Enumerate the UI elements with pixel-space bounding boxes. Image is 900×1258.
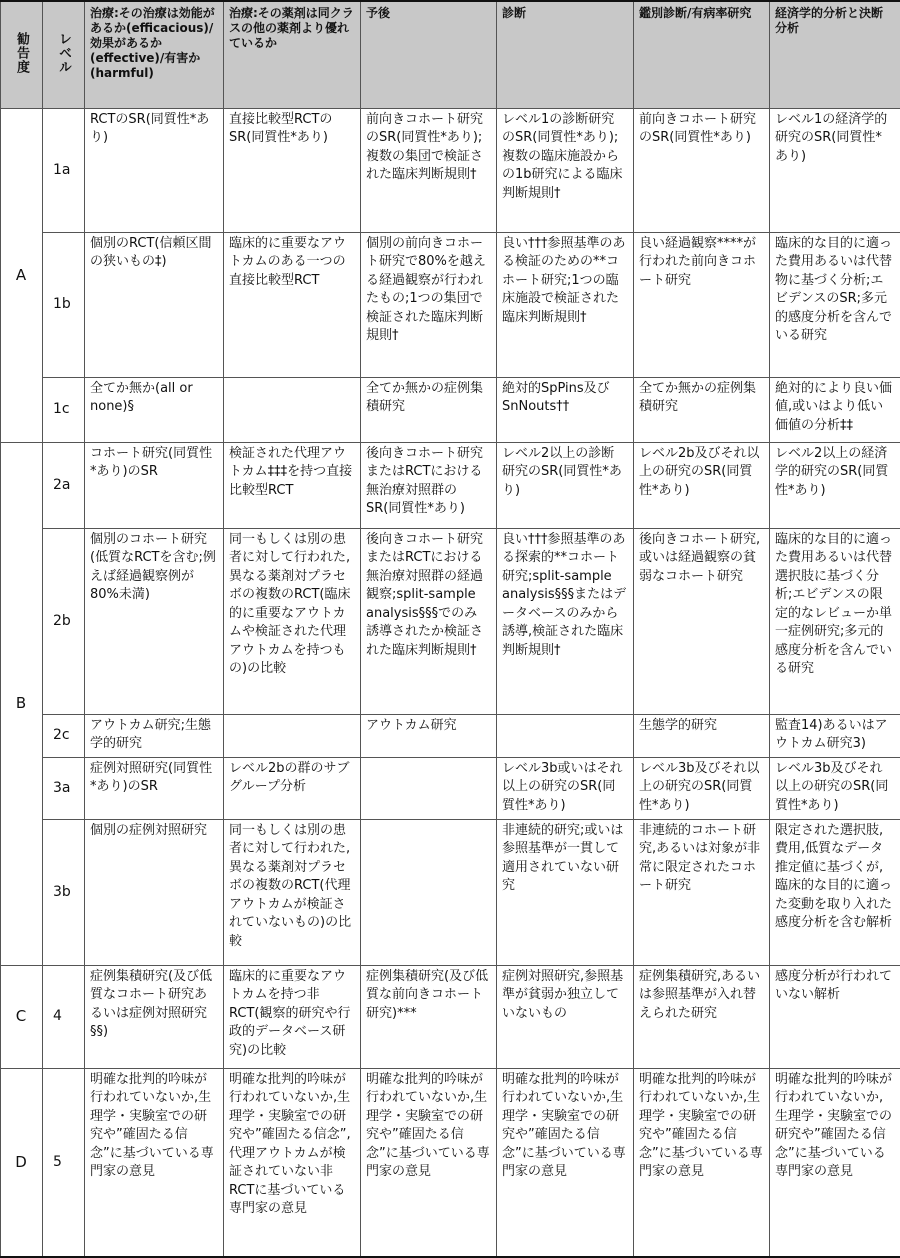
drug-cell: 明確な批判的吟味が行われていないか,生理学・実験室での研究や”確固たる信念”,代理アウトカムが検証されていない非RCTに基づいている専門家の意見 [224,1068,361,1257]
economic-cell: 感度分析が行われていない解析 [770,965,900,1068]
drug-cell: 検証された代理アウトカム‡‡‡を持つ直接比較型RCT [224,442,361,528]
drug-cell: 同一もしくは別の患者に対して行われた,異なる薬剤対プラセボの複数のRCT(代理アウトカムが検証されていないもの)の比較 [224,819,361,965]
economic-cell: 明確な批判的吟味が行われていないか,生理学・実験室での研究や”確固たる信念”に基づいている専門家の意見 [770,1068,900,1257]
differential-cell: 明確な批判的吟味が行われていないか,生理学・実験室での研究や”確固たる信念”に基づいている専門家の意見 [634,1068,770,1257]
level-cell: 1b [43,232,85,377]
level-cell: 2b [43,528,85,714]
diagnosis-cell: 絶対的SpPins及びSnNouts†† [497,377,634,442]
therapy-cell: RCTのSR(同質性*あり) [85,108,224,232]
therapy-cell: 個別のコホート研究(低質なRCTを含む;例えば経過観察例が80%未満) [85,528,224,714]
differential-cell: 生態学的研究 [634,714,770,757]
diagnosis-cell: 症例対照研究,参照基準が貧弱か独立していないもの [497,965,634,1068]
level-cell: 2c [43,714,85,757]
differential-cell: 全てか無かの症例集積研究 [634,377,770,442]
differential-cell: レベル2b及びそれ以上の研究のSR(同質性*あり) [634,442,770,528]
drug-cell: レベル2bの群のサブグループ分析 [224,757,361,819]
diagnosis-cell: 良い†††参照基準のある検証のための**コホート研究;1つの臨床施設で検証された臨床判断規則† [497,232,634,377]
table-row [1,232,900,377]
prognosis-cell: 症例集積研究(及び低質な前向きコホート研究)*** [361,965,497,1068]
prognosis-cell: 明確な批判的吟味が行われていないか,生理学・実験室での研究や”確固たる信念”に基づいている専門家の意見 [361,1068,497,1257]
therapy-cell: 明確な批判的吟味が行われていないか,生理学・実験室での研究や”確固たる信念”に基づいている専門家の意見 [85,1068,224,1257]
header-drug: 治療:その薬剤は同クラスの他の薬剤より優れているか [224,1,361,108]
differential-cell: 前向きコホート研究のSR(同質性*あり) [634,108,770,232]
grade-cell: B [1,442,43,965]
header-row [1,1,900,108]
header-prognosis: 予後 [361,1,497,108]
therapy-cell: 症例集積研究(及び低質なコホート研究あるいは症例対照研究§§) [85,965,224,1068]
header-economic: 経済学的分析と決断分析 [770,1,900,108]
table-row [1,757,900,819]
header-therapy: 治療:その治療は効能があるか(efficacious)/効果があるか(effective)/有害か(harmful) [85,1,224,108]
table-row [1,377,900,442]
therapy-cell: アウトカム研究;生態学的研究 [85,714,224,757]
differential-cell: 後向きコホート研究,或いは経過観察の貧弱なコホート研究 [634,528,770,714]
level-cell: 1c [43,377,85,442]
drug-cell: 直接比較型RCTのSR(同質性*あり) [224,108,361,232]
differential-cell: 良い経過観察****が行われた前向きコホート研究 [634,232,770,377]
table-row [1,442,900,528]
drug-cell: 同一もしくは別の患者に対して行われた,異なる薬剤対プラセボの複数のRCT(臨床的に重要なアウトカムや検証された代理アウトカムを持つもの)の比較 [224,528,361,714]
diagnosis-cell: 良い†††参照基準のある探索的**コホート研究;split-sample analysis§§§またはデータベースのみから誘導,検証された臨床判断規則† [497,528,634,714]
economic-cell: レベル2以上の経済学的研究のSR(同質性*あり) [770,442,900,528]
economic-cell: レベル1の経済学的研究のSR(同質性*あり) [770,108,900,232]
differential-cell: レベル3b及びそれ以上の研究のSR(同質性*あり) [634,757,770,819]
level-cell: 3b [43,819,85,965]
economic-cell: 臨床的な目的に適った費用あるいは代替選択肢に基づく分析;エビデンスの限定的なレビューか単一症例研究;多元的感度分析を含んでいる研究 [770,528,900,714]
prognosis-cell: 前向きコホート研究のSR(同質性*あり);複数の集団で検証された臨床判断規則† [361,108,497,232]
therapy-cell: 個別の症例対照研究 [85,819,224,965]
therapy-cell: コホート研究(同質性*あり)のSR [85,442,224,528]
diagnosis-cell: レベル2以上の診断研究のSR(同質性*あり) [497,442,634,528]
economic-cell: 絶対的により良い価値,或いはより低い価値の分析‡‡ [770,377,900,442]
grade-cell: D [1,1068,43,1257]
level-cell: 3a [43,757,85,819]
drug-cell: 臨床的に重要なアウトカムを持つ非RCT(観察的研究や行政的データベース研究)の比較 [224,965,361,1068]
grade-cell: A [1,108,43,442]
differential-cell: 症例集積研究,あるいは参照基準が入れ替えられた研究 [634,965,770,1068]
table-row [1,819,900,965]
prognosis-cell: 後向きコホート研究またはRCTにおける無治療対照群の経過観察;split-sample analysis§§§でのみ誘導されたか検証された臨床判断規則† [361,528,497,714]
level-cell: 1a [43,108,85,232]
drug-cell: 臨床的に重要なアウトカムのある一つの直接比較型RCT [224,232,361,377]
prognosis-cell: 個別の前向きコホート研究で80%を越える経過観察が行われたもの;1つの集団で検証された臨床判断規則† [361,232,497,377]
level-cell: 4 [43,965,85,1068]
diagnosis-cell: 非連続的研究;或いは参照基準が一貫して適用されていない研究 [497,819,634,965]
diagnosis-cell: レベル3b或いはそれ以上の研究のSR(同質性*あり) [497,757,634,819]
prognosis-cell [361,819,497,965]
drug-cell [224,714,361,757]
diagnosis-cell: レベル1の診断研究のSR(同質性*あり);複数の臨床施設からの1b研究による臨床判断規則† [497,108,634,232]
prognosis-cell [361,757,497,819]
header-diagnosis: 診断 [497,1,634,108]
table-row [1,714,900,757]
table-row [1,1068,900,1257]
level-cell: 5 [43,1068,85,1257]
diagnosis-cell [497,714,634,757]
economic-cell: 限定された選択肢,費用,低質なデータ推定値に基づくが,臨床的な目的に適った変動を取り入れた感度分析を含む解析 [770,819,900,965]
therapy-cell: 全てか無か(all or none)§ [85,377,224,442]
header-grade: 勧告度 [1,1,43,108]
therapy-cell: 症例対照研究(同質性*あり)のSR [85,757,224,819]
prognosis-cell: 全てか無かの症例集積研究 [361,377,497,442]
table-row [1,528,900,714]
prognosis-cell: アウトカム研究 [361,714,497,757]
economic-cell: レベル3b及びそれ以上の研究のSR(同質性*あり) [770,757,900,819]
economic-cell: 臨床的な目的に適った費用あるいは代替物に基づく分析;エビデンスのSR;多元的感度分析を含んでいる研究 [770,232,900,377]
level-cell: 2a [43,442,85,528]
table-row [1,108,900,232]
therapy-cell: 個別のRCT(信頼区間の狭いもの‡) [85,232,224,377]
header-level: レベル [43,1,85,108]
table-row [1,965,900,1068]
drug-cell [224,377,361,442]
economic-cell: 監査14)あるいはアウトカム研究3) [770,714,900,757]
prognosis-cell: 後向きコホート研究またはRCTにおける無治療対照群のSR(同質性*あり) [361,442,497,528]
grade-cell: C [1,965,43,1068]
diagnosis-cell: 明確な批判的吟味が行われていないか,生理学・実験室での研究や”確固たる信念”に基づいている専門家の意見 [497,1068,634,1257]
differential-cell: 非連続的コホート研究,あるいは対象が非常に限定されたコホート研究 [634,819,770,965]
header-differential: 鑑別診断/有病率研究 [634,1,770,108]
